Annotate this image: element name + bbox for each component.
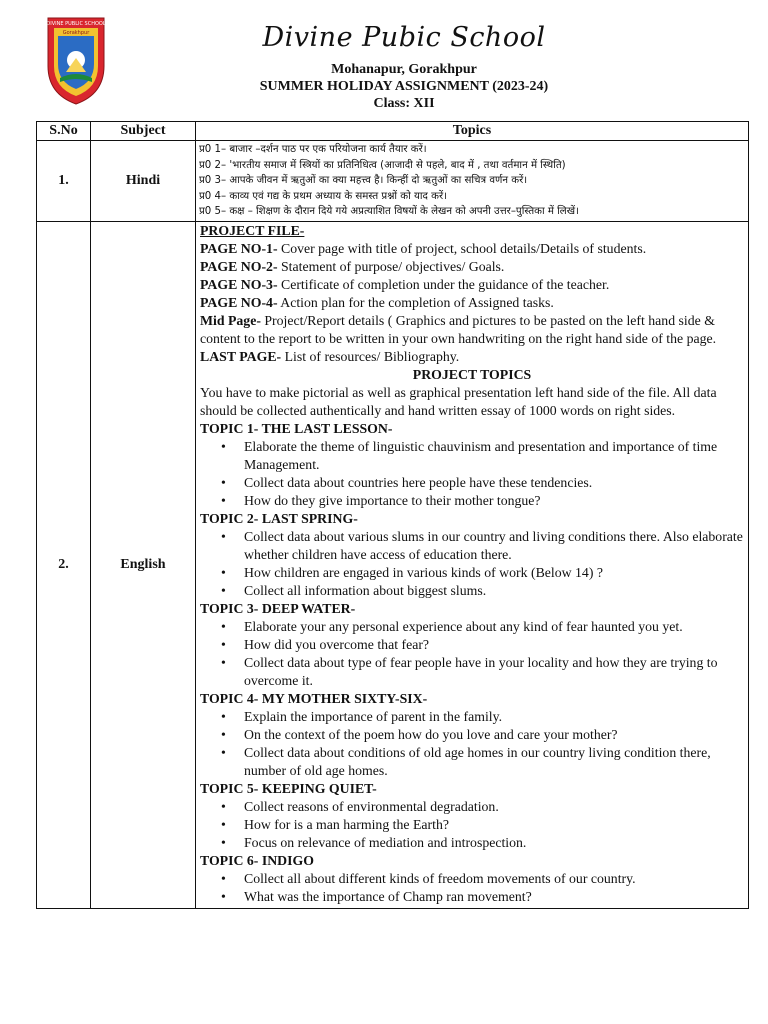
list-item: • Collect data about countries here people have these tendencies. (200, 474, 744, 492)
topic-title: TOPIC 6- INDIGO (200, 852, 314, 868)
page-label: Mid Page- (200, 312, 261, 328)
logo-city-text: Gorakhpur (62, 30, 90, 36)
page-text: Certificate of completion under the guidance of the teacher. (277, 276, 610, 292)
topic-bullets (200, 438, 744, 510)
topic-bullets (200, 708, 744, 780)
page-label: PAGE NO-4- (200, 294, 278, 310)
topic-title: TOPIC 5- KEEPING QUIET- (200, 780, 377, 796)
logo-ring-text: DIVINE PUBLIC SCHOOL (46, 21, 106, 27)
row-sno: 1. (37, 141, 91, 222)
page-instruction (200, 348, 744, 366)
list-item: • Collect reasons of environmental degradation. (200, 798, 744, 816)
topic-bullets (200, 798, 744, 852)
page-label: PAGE NO-1- (200, 240, 278, 256)
page-instruction (200, 258, 744, 276)
header-sno: S.No (37, 122, 91, 141)
list-item: • Elaborate the theme of linguistic chauvinism and presentation and importance of time Management. (200, 438, 744, 474)
list-item: • Collect all about different kinds of freedom movements of our country. (200, 870, 744, 888)
page-text: Statement of purpose/ objectives/ Goals. (277, 258, 505, 274)
list-item: • How did you overcome that fear? (200, 636, 744, 654)
list-item: • Collect data about type of fear people have in your locality and how they are trying to overcome it. (200, 654, 744, 690)
list-item: • How for is a man harming the Earth? (200, 816, 744, 834)
project-intro: You have to make pictorial as well as graphical presentation left hand side of the file. All data should be collected authentically and hand written essay of 1000 words on right sides. (200, 384, 717, 418)
table-row (37, 221, 749, 908)
page-instruction (200, 294, 744, 312)
list-item: • How children are engaged in various kinds of work (Below 14) ? (200, 564, 744, 582)
class-line: Class: XII (373, 96, 435, 111)
topic-title: TOPIC 3- DEEP WATER- (200, 600, 356, 616)
topic-title: TOPIC 1- THE LAST LESSON- (200, 420, 393, 436)
page-instruction (200, 240, 744, 258)
page-instruction (200, 276, 744, 294)
assignment-table (36, 121, 749, 909)
page-text: List of resources/ Bibliography. (281, 348, 460, 364)
page-text: Project/Report details ( Graphics and pictures to be pasted on the left hand side & content to the report to be written in your own handwriting on the right hand side of the page. (200, 312, 717, 346)
hindi-question: प्र0 1– बाजार –दर्शन पाठ पर एक परियोजना कार्य तैयार करें। (199, 144, 427, 155)
assignment-title: SUMMER HOLIDAY ASSIGNMENT (2023-24) (259, 79, 549, 94)
hindi-question: प्र0 2– 'भारतीय समाज में स्त्रियों का प्रतिनिधित्व (आजादी से पहले, बाद में , तथा वर्तमान में स्थिति) (199, 159, 566, 171)
list-item: • Explain the importance of parent in the family. (200, 708, 744, 726)
header-subject: Subject (91, 122, 196, 141)
page-text: Action plan for the completion of Assigned tasks. (277, 294, 554, 310)
list-item: • Elaborate your any personal experience about any kind of fear haunted you yet. (200, 618, 744, 636)
english-topics (196, 221, 749, 908)
topic-bullets (200, 528, 744, 600)
hindi-topics (196, 141, 749, 222)
page-label: PAGE NO-2- (200, 258, 278, 274)
page-instruction (200, 312, 744, 348)
header-topics: Topics (196, 122, 749, 141)
page-text: Cover page with title of project, school details/Details of students. (277, 240, 647, 256)
hindi-question: प्र0 5– कक्ष – शिक्षण के दौरान दिये गये अप्रत्याशित विषयों के लेखन को अपनी उत्तर–पुस्तिका में लिखें। (199, 206, 579, 218)
row-sno: 2. (37, 221, 91, 908)
document-header (0, 22, 768, 112)
topic-bullets (200, 618, 744, 690)
project-topics-heading: PROJECT TOPICS (412, 366, 532, 382)
hindi-question: प्र0 4– काव्य एवं गद्य के प्रथम अध्याय के समस्त प्रश्नों को याद करें। (199, 190, 448, 202)
project-file-heading: PROJECT FILE- (200, 222, 305, 238)
hindi-question: प्र0 3– आपके जीवन में ऋतुओं का क्या महत्त्व है। किन्हीं दो ऋतुओं का सचित्र वर्णन करें। (199, 175, 528, 187)
topic-bullets (200, 870, 744, 906)
list-item: • On the context of the poem how do you love and care your mother? (200, 726, 744, 744)
school-location: Mohanapur, Gorakhpur (331, 62, 477, 77)
list-item: • Collect data about conditions of old age homes in our country living condition there, number of old age homes. (200, 744, 744, 780)
list-item: • Collect all information about biggest slums. (200, 582, 744, 600)
list-item: • Focus on relevance of mediation and introspection. (200, 834, 744, 852)
row-subject: Hindi (91, 141, 196, 222)
page-label: LAST PAGE- (200, 348, 282, 364)
row-subject: English (91, 221, 196, 908)
school-name: Divine Pubic School (262, 22, 546, 53)
table-header-row (37, 122, 749, 141)
page-label: PAGE NO-3- (200, 276, 278, 292)
list-item: • Collect data about various slums in our country and living conditions there. Also elaborate whether children have access of education there. (200, 528, 744, 564)
topic-title: TOPIC 4- MY MOTHER SIXTY-SIX- (200, 690, 428, 706)
list-item: • How do they give importance to their mother tongue? (200, 492, 744, 510)
list-item: • What was the importance of Champ ran movement? (200, 888, 744, 906)
topic-title: TOPIC 2- LAST SPRING- (200, 510, 358, 526)
table-row (37, 141, 749, 222)
